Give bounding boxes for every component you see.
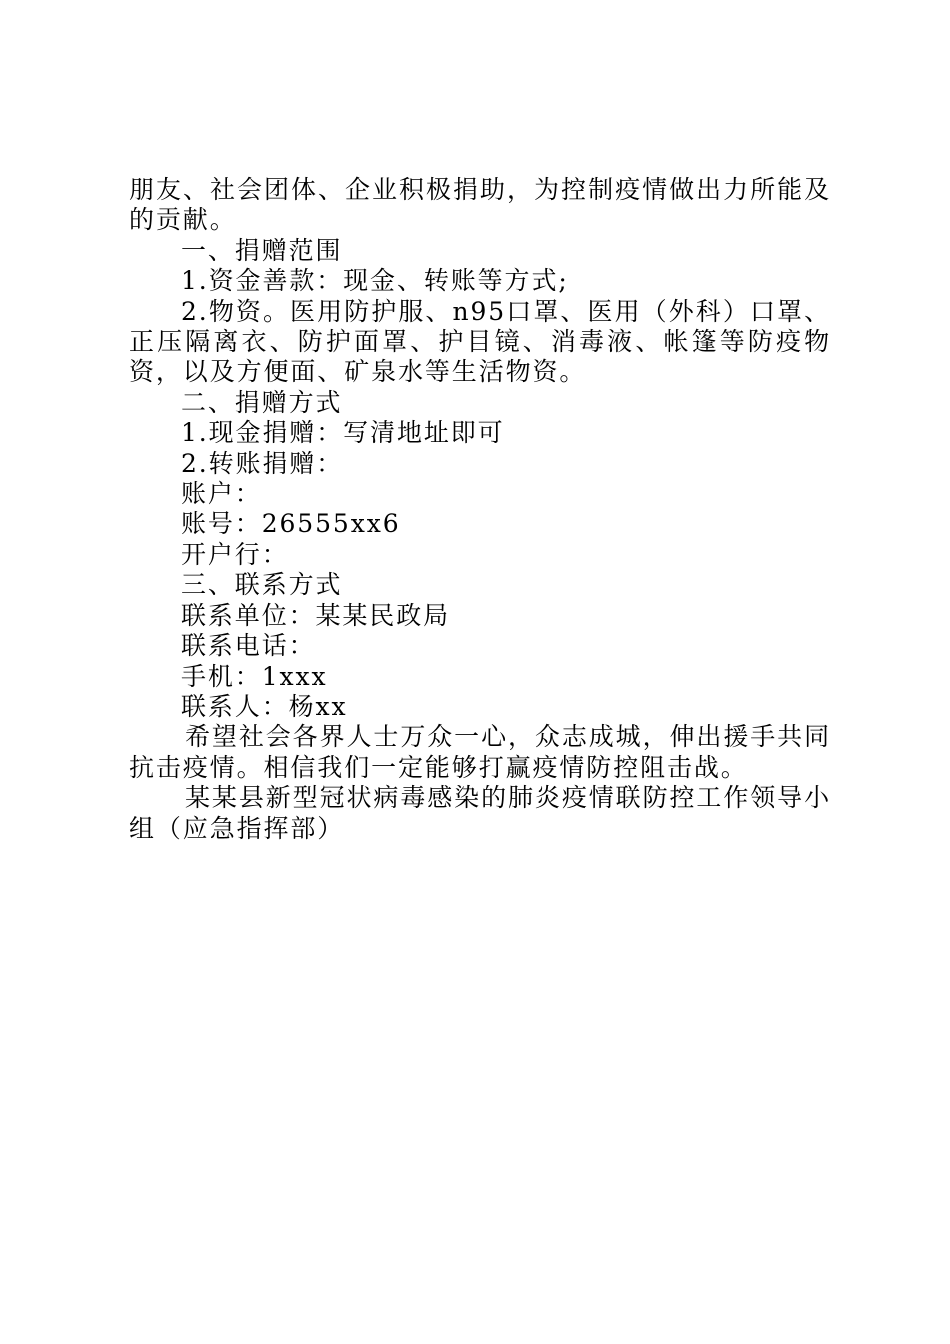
bank-line: 开户行： — [181, 539, 289, 569]
section-heading-donation-scope: 一、捐赠范围 — [181, 235, 343, 265]
contact-person-line: 联系人：杨xx — [181, 691, 348, 721]
list-item-transfer-donation: 2.转账捐赠： — [181, 448, 344, 478]
list-item-supplies: 2.物资。医用防护服、n95口罩、医用（外科）口罩、正压隔离衣、防护面罩、护目镜、消毒液、帐篷等防疫物资，以及方便面、矿泉水等生活物资。 — [129, 296, 831, 387]
paragraph-continuation: 朋友、社会团体、企业积极捐助，为控制疫情做出力所能及的贡献。 — [129, 175, 831, 235]
account-number-line: 账号：26555xx6 — [181, 509, 401, 539]
issuer-signature: 某某县新型冠状病毒感染的肺炎疫情联防控工作领导小组（应急指挥部） — [129, 783, 831, 843]
document-body — [129, 175, 831, 844]
contact-unit-line: 联系单位：某某民政局 — [181, 600, 451, 630]
mobile-line: 手机：1xxx — [181, 661, 328, 691]
section-heading-contact: 三、联系方式 — [181, 570, 343, 600]
contact-phone-line: 联系电话： — [181, 631, 316, 661]
list-item-cash-donation: 1.现金捐赠：写清地址即可 — [181, 418, 505, 448]
account-name-line: 账户： — [181, 479, 262, 509]
closing-appeal: 希望社会各界人士万众一心，众志成城，伸出援手共同抗击疫情。相信我们一定能够打赢疫情防控阻击战。 — [129, 722, 831, 782]
section-heading-donation-method: 二、捐赠方式 — [181, 387, 343, 417]
list-item-funds: 1.资金善款：现金、转账等方式; — [181, 266, 569, 296]
